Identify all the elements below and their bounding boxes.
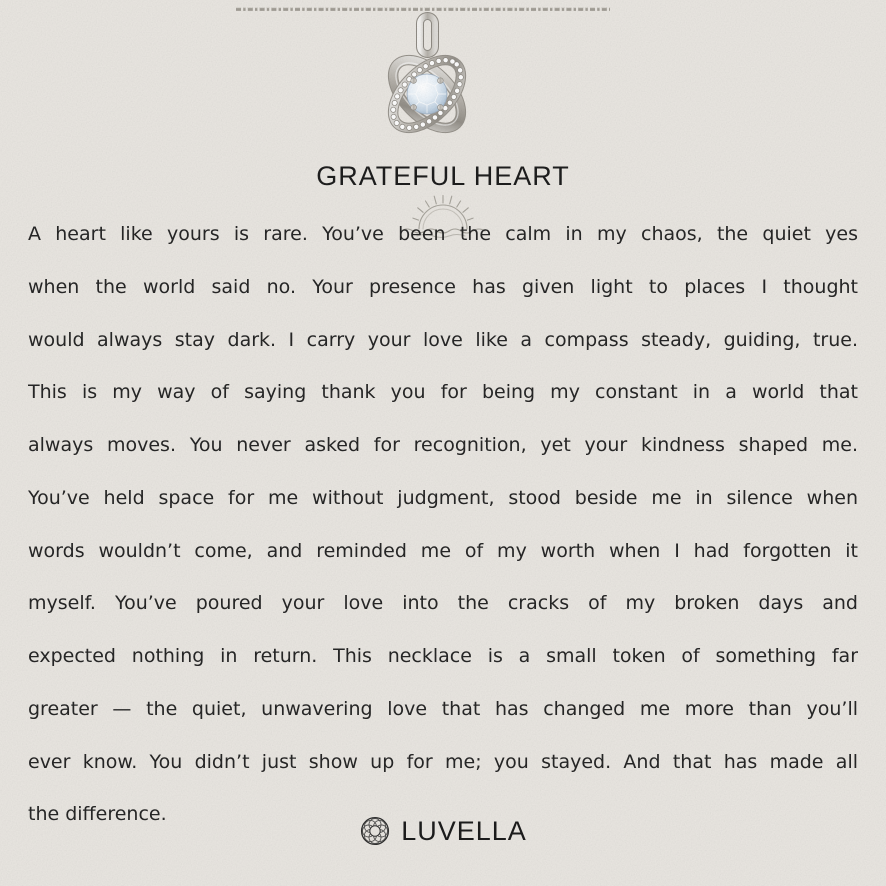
- brand-logo: [0, 812, 886, 850]
- message-line: when the world said no. Your presence has given light to places I thought: [28, 275, 858, 298]
- message-line: A heart like yours is rare. You’ve been the calm in my chaos, the quiet yes: [28, 223, 858, 245]
- message-line: You’ve held space for me without judgment, stood beside me in silence when: [28, 486, 858, 509]
- brand-name: LUVELLA: [401, 815, 527, 846]
- message-line: greater — the quiet, unwavering love that has changed me more than you’ll: [28, 697, 858, 720]
- message-line: expected nothing in return. This necklace is a small token of something far: [28, 645, 858, 667]
- love-knot-pendant-icon: [352, 4, 502, 156]
- message-line: This is my way of saying thank you for being my constant in a world that: [28, 381, 858, 404]
- message-line: the difference.: [28, 803, 167, 826]
- message-line: myself. You’ve poured your love into the cracks of my broken days and: [28, 592, 858, 615]
- message-line: ever know. You didn’t just show up for me; you stayed. And that has made all: [28, 750, 858, 773]
- message-line: would always stay dark. I carry your love like a compass steady, guiding, true.: [28, 328, 858, 351]
- card-title: GRATEFUL HEART: [316, 161, 570, 191]
- luvella-emblem-icon: [359, 815, 391, 847]
- message-line: words wouldn’t come, and reminded me of my worth when I had forgotten it: [28, 539, 858, 562]
- message-line: always moves. You never asked for recognition, yet your kindness shaped me.: [28, 434, 858, 456]
- message-text: [28, 208, 858, 841]
